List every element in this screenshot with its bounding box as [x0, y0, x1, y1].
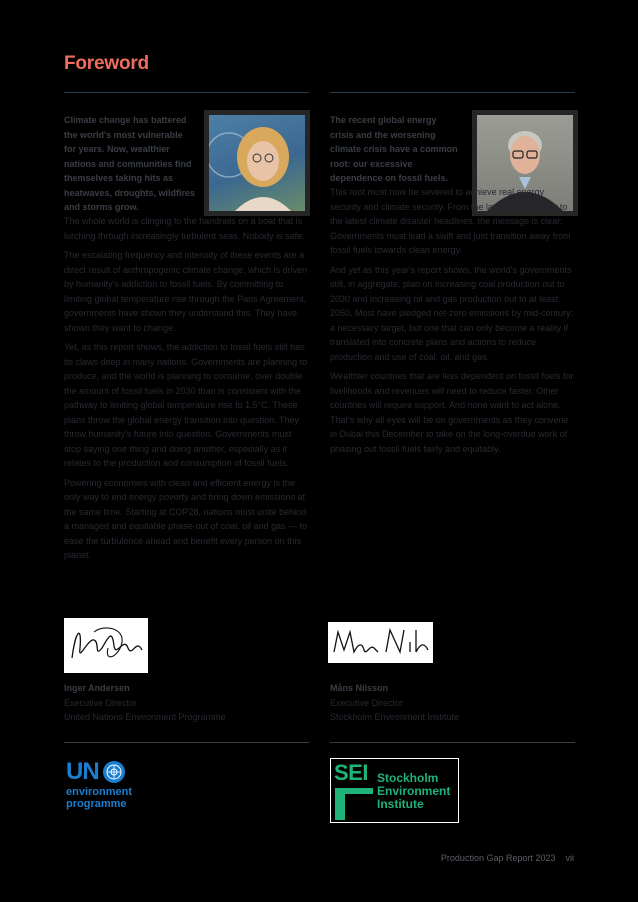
left-paragraph-2: Yet, as this report shows, the addiction to fossil fuels still has its claws deep in many nations. Governments are planning to produce, and the world is planning to consume, over double the amount of fossil fuels in 2030 than is consistent with the pathway to limiting global temperature rise to 1.5°C. These plans throw the global energy transition into question. They throw humanity's future into question. Governments must stop saying one thing and doing another, especially as it relates to the production and consumption of fossil fuels.: [64, 342, 308, 468]
sei-logo-line2: Environment: [377, 784, 451, 798]
signatory-name: Måns Nilsson: [330, 683, 389, 693]
footer-page-number: vii: [565, 853, 574, 863]
right-paragraph-2: Wealthier countries that are less dependent on fossil fuels for livelihoods and revenues will need to reduce faster. Other countries will require support. And none want to act alone. That's why all eyes will be on governments as they convene in Dubai this December to take on the long-overdue work of phasing out fossil fuels fairly and equitably.: [330, 371, 574, 454]
signatory-name: Inger Andersen: [64, 683, 130, 693]
sei-logo-line1: Stockholm: [377, 771, 439, 785]
left-body: [64, 214, 309, 568]
right-bottom-rule: [330, 742, 575, 743]
sei-logo: [330, 758, 459, 823]
left-lead: [64, 113, 196, 215]
un-environment-logo: [66, 760, 146, 815]
right-lead-bold: The recent global energy crisis and the worsening climate crisis have a common root: our excessive dependence on fossil fuels.: [330, 115, 458, 183]
nilsson-signature: [328, 622, 433, 663]
sei-logo-mark: SEI: [334, 760, 368, 785]
page-title: Foreword: [64, 53, 149, 74]
right-lead-continuation: This root must now be severed to achieve real energy security and climate security. From the latest IPCC report to the latest climate disaster headlines, the message is clear: Governments must lead a swift and just transition away from fossil fuels towards clean energy.: [330, 187, 571, 255]
signatory-role: Executive Director: [64, 697, 138, 708]
right-body: [330, 185, 575, 461]
un-emblem-icon: [102, 760, 126, 784]
signatory-org: Stockholm Environment Institute: [330, 712, 460, 722]
footer-report-title: Production Gap Report 2023: [440, 853, 556, 863]
signatory-org: United Nations Environment Programme: [64, 712, 226, 722]
right-top-rule: [330, 92, 575, 93]
left-lead-continuation: The whole world is clinging to the handrails on a boat that is lurching through increasingly turbulent seas. Nobody is safe.: [64, 216, 305, 241]
left-paragraph-1: The escalating frequency and intensity of these events are a direct result of anthropogenic climate change, which is driven by humanity's addiction to fossil fuels. By committing to limiting global temperature rise through the Paris Agreement, governments have shown they understand this. They have shown they want to change.: [64, 250, 308, 333]
un-logo-line3: programme: [66, 798, 127, 810]
page-footer: [431, 853, 574, 863]
nilsson-signatory: [330, 681, 459, 725]
sei-logo-line3: Institute: [377, 797, 424, 811]
left-lead-bold: Climate change has battered the world's most vulnerable for years. Now, wealthier nations and communities find themselves taking hits as heatwaves, droughts, wildfires and storms grow.: [64, 115, 196, 212]
left-top-rule: [64, 92, 309, 93]
andersen-signature: [64, 618, 148, 673]
andersen-signatory: [64, 681, 226, 725]
right-lead: [330, 113, 462, 186]
andersen-photo: [204, 110, 310, 216]
right-paragraph-1: And yet as this year's report shows, the world's governments still, in aggregate, plan on increasing coal production out to 2030 and increasing oil and gas production out to at least 2050. Most have pledged net-zero emissions by mid-century: a necessary target, but one that can only become a reality if translated into concrete plans and actions to reduce production and use of coal, oil, and gas.: [330, 264, 574, 362]
left-bottom-rule: [64, 742, 309, 743]
signatory-role: Executive Director: [330, 697, 404, 708]
un-logo-mark: UN: [66, 758, 99, 785]
left-paragraph-3: Powering economies with clean and efficient energy is the only way to end energy poverty and bring down emissions at the same time. Starting at COP28, nations must unite behind a managed and equitable phase-out of coal, oil and gas — to ease the turbulence ahead and benefit every person on this planet.: [64, 477, 308, 560]
un-logo-line2: environment: [66, 786, 133, 798]
sei-logo-shape: [335, 788, 345, 820]
